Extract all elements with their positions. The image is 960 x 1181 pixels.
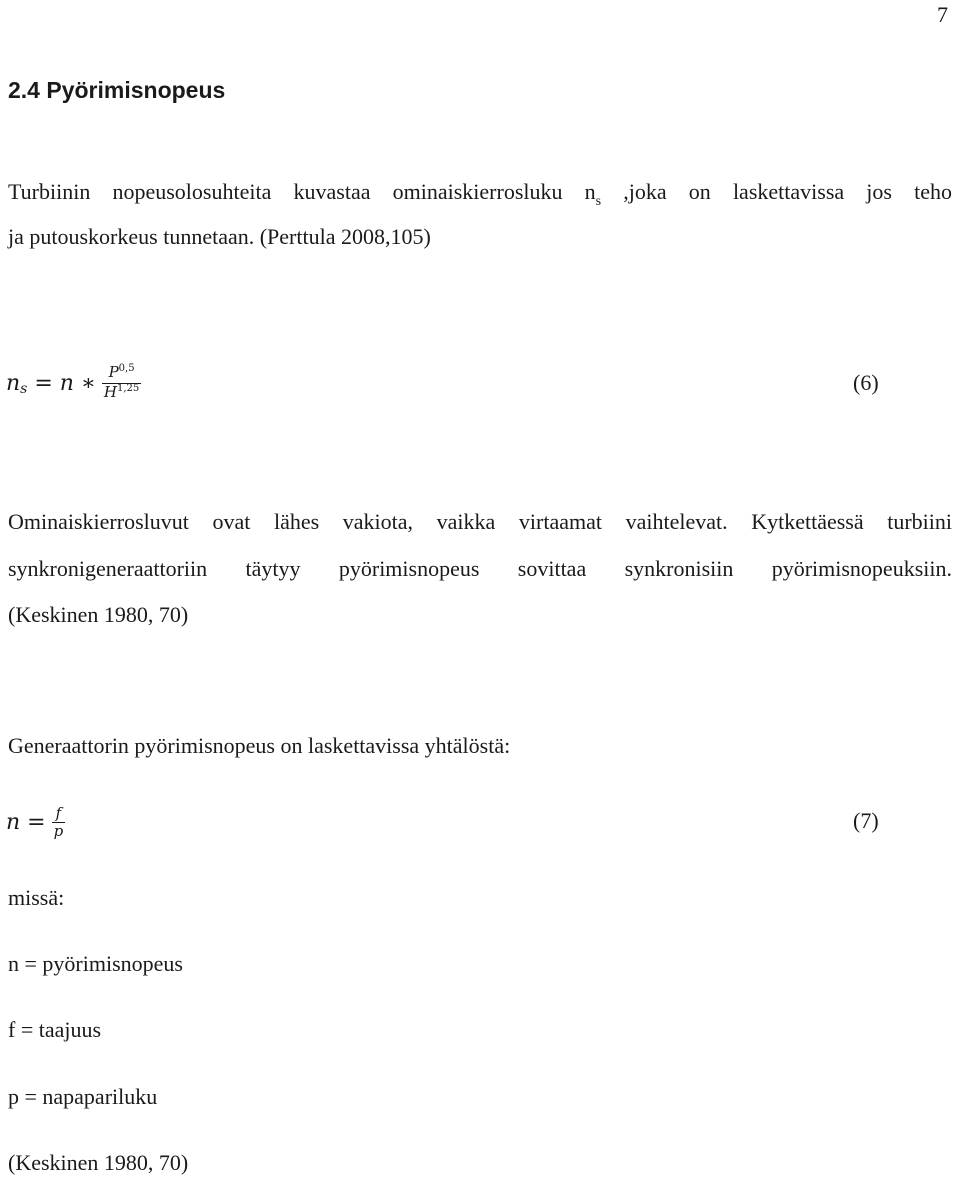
page-number: 7	[937, 2, 948, 27]
paragraph-2-line-3: (Keskinen 1980, 70)	[8, 602, 189, 627]
paragraph-2-line-1: Ominaiskierrosluvut ovat lähes vakiota, vaikka virtaamat vaihtelevat. Kytkettäessä turbiini	[8, 509, 952, 534]
section-heading: 2.4 Pyörimisnopeus	[8, 77, 226, 103]
equation-6-fraction: $\frac{P^{0,5}}{H^{1,25}}$	[103, 362, 140, 401]
definition-n: n = pyörimisnopeus	[8, 951, 183, 976]
paragraph-1-line-2: ja putouskorkeus tunnetaan. (Perttula 2008,105)	[8, 224, 431, 249]
subscript-s: s	[595, 194, 602, 209]
equation-7-fraction: $\frac{f}{p}$	[53, 803, 64, 840]
definition-p: p = napapariluku	[8, 1084, 158, 1109]
equation-6: n s = n ∗ $\frac{P^{0,5}}{H^{1,25}}$	[6, 362, 140, 401]
equation-7-number: (7)	[853, 808, 879, 833]
paragraph-2-line-2: synkronigeneraattoriin täytyy pyörimisnopeus sovittaa synkronisiin pyörimisnopeuksiin.	[8, 556, 952, 581]
equation-6-number: (6)	[853, 370, 879, 395]
definition-f: f = taajuus	[8, 1017, 102, 1042]
equation-7: n = $\frac{f}{p}$	[6, 803, 64, 840]
paragraph-3: Generaattorin pyörimisnopeus on laskettavissa yhtälöstä:	[8, 733, 511, 758]
reference-citation: (Keskinen 1980, 70)	[8, 1150, 189, 1175]
paragraph-1-line-1: Turbiinin nopeusolosuhteita kuvastaa ominaiskierrosluku $n_s$ ,joka on laskettavissa jos teho	[8, 179, 953, 209]
where-label: missä:	[8, 885, 65, 910]
